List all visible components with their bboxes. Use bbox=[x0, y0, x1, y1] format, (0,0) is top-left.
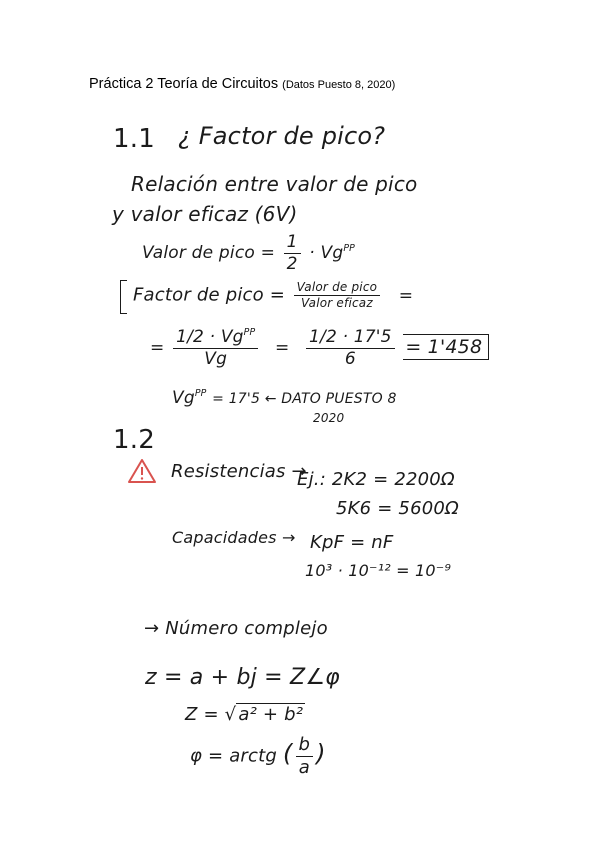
vg-superscript: PP bbox=[343, 243, 355, 255]
complex-form-equation: z = a + bj = Z∠φ bbox=[145, 665, 340, 690]
fraction-numerator: 1/2 · 17'5 bbox=[306, 328, 395, 349]
sqrt-radicand: a² + b² bbox=[238, 704, 304, 725]
valor-de-pico-label: Valor de pico = bbox=[142, 243, 276, 264]
line-valor-eficaz: y valor eficaz (6V) bbox=[112, 202, 298, 226]
dato-vg: Vg bbox=[172, 388, 195, 408]
dato-year: 2020 bbox=[313, 411, 345, 425]
powers-of-ten: 10³ · 10⁻¹² = 10⁻⁹ bbox=[305, 561, 452, 580]
resistencias-example-2: 5K6 = 5600Ω bbox=[336, 498, 459, 519]
fraction-half-175 bbox=[306, 328, 395, 368]
capacidades-label: Capacidades → bbox=[172, 528, 296, 547]
vg-term: · Vg bbox=[309, 243, 344, 264]
fraction-denominator: 2 bbox=[286, 253, 298, 274]
factor-result-line bbox=[150, 328, 489, 368]
fraction-numerator bbox=[173, 328, 258, 349]
equals-sign: = bbox=[398, 285, 414, 306]
fraction-half-vg bbox=[173, 328, 258, 368]
fraction-factor bbox=[294, 281, 381, 310]
paren-open: ( bbox=[282, 739, 293, 768]
page-title: Práctica 2 Teoría de Circuitos bbox=[89, 76, 279, 92]
fraction-numerator: 1 bbox=[284, 233, 301, 254]
dato-superscript: PP bbox=[194, 388, 207, 399]
fraction-numerator: b bbox=[296, 735, 314, 757]
dato-value: = 17'5 ← DATO PUESTO 8 bbox=[212, 391, 397, 407]
page-subtitle: (Datos Puesto 8, 2020) bbox=[282, 79, 396, 91]
fraction-b-over-a bbox=[296, 735, 314, 778]
warning-triangle-icon bbox=[127, 458, 157, 484]
paren-close: ) bbox=[316, 739, 326, 768]
valor-de-pico-formula bbox=[142, 233, 355, 273]
dato-line bbox=[172, 388, 397, 408]
modulus-lhs: Z = bbox=[185, 704, 219, 725]
equals-sign: = bbox=[150, 338, 165, 359]
num-text: 1/2 · Vg bbox=[176, 327, 244, 347]
equals-sign: = bbox=[274, 338, 290, 359]
section-1-2-number: 1.2 bbox=[113, 425, 155, 455]
phase-equation bbox=[190, 735, 326, 778]
num-superscript: PP bbox=[243, 327, 256, 338]
sqrt-sign: √ bbox=[224, 704, 237, 725]
page-header bbox=[89, 76, 395, 92]
fraction-denominator: Valor eficaz bbox=[301, 296, 373, 311]
resistencias-example-1: Ej.: 2K2 = 2200Ω bbox=[297, 469, 455, 490]
resistencias-label: Resistencias → bbox=[171, 461, 307, 482]
fraction-denominator: 6 bbox=[344, 348, 356, 369]
fraction-one-half bbox=[284, 233, 301, 273]
phase-lhs: φ = arctg bbox=[190, 745, 278, 767]
fraction-denominator: a bbox=[298, 756, 310, 778]
factor-de-pico-label: Factor de pico = bbox=[133, 284, 286, 306]
result-box: = 1'458 bbox=[403, 334, 489, 360]
line-relacion: Relación entre valor de pico bbox=[131, 172, 418, 196]
bracket-mark bbox=[120, 280, 127, 314]
modulus-equation bbox=[185, 704, 305, 725]
capacidades-example: KpF = nF bbox=[310, 532, 394, 553]
factor-de-pico-formula bbox=[133, 281, 413, 310]
fraction-numerator: Valor de pico bbox=[294, 281, 381, 296]
section-1-1-number: 1.1 bbox=[113, 124, 155, 154]
fraction-denominator: Vg bbox=[204, 348, 228, 369]
section-1-1-question: ¿ Factor de pico? bbox=[178, 122, 386, 150]
numero-complejo-label: → Número complejo bbox=[144, 618, 328, 639]
